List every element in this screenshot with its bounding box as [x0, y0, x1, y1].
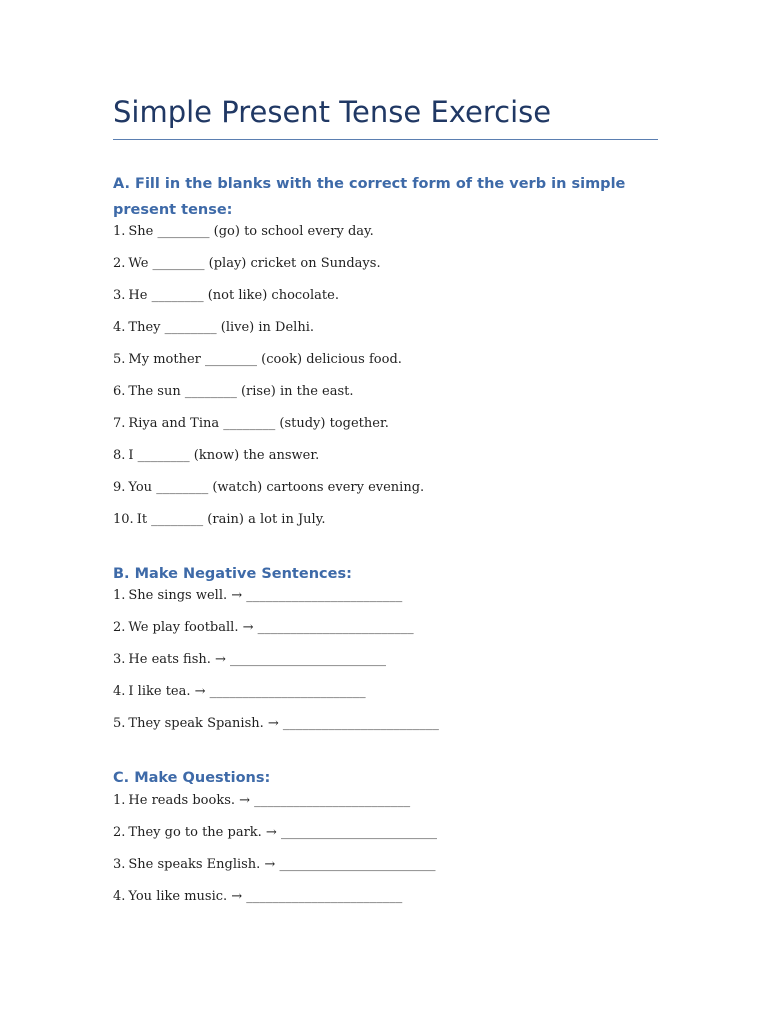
section-b-heading: B. Make Negative Sentences:	[113, 566, 352, 582]
item-number: 1.	[113, 588, 126, 603]
item-text: He reads books. → ________________________	[128, 793, 411, 808]
item-text: He eats fish. → ________________________	[128, 652, 387, 667]
page-title: Simple Present Tense Exercise	[113, 95, 552, 129]
item-text: It ________ (rain) a lot in July.	[136, 512, 326, 527]
item-text: We play football. → ________________________	[128, 620, 414, 635]
item-number: 1.	[113, 224, 126, 239]
item-text: I ________ (know) the answer.	[128, 448, 320, 463]
item-text: They speak Spanish. → ________________________	[128, 716, 439, 731]
item-number: 7.	[113, 416, 126, 431]
item-text: She sings well. → ________________________	[128, 588, 403, 603]
item-text: She speaks English. → ________________________	[128, 857, 436, 872]
section-c-item	[113, 856, 435, 873]
section-a-item	[113, 511, 325, 528]
item-number: 2.	[113, 825, 126, 840]
section-a-item	[113, 223, 374, 240]
item-text: The sun ________ (rise) in the east.	[128, 384, 354, 399]
item-text: He ________ (not like) chocolate.	[128, 288, 339, 303]
item-number: 5.	[113, 352, 126, 367]
section-c-item	[113, 792, 410, 809]
item-number: 6.	[113, 384, 126, 399]
item-text: You like music. → ________________________	[128, 889, 403, 904]
section-c-item	[113, 888, 402, 905]
section-a-item	[113, 447, 319, 464]
item-text: She ________ (go) to school every day.	[128, 224, 374, 239]
item-number: 8.	[113, 448, 126, 463]
section-a-heading: A. Fill in the blanks with the correct form of the verb in simple present tense:	[113, 176, 626, 218]
item-number: 4.	[113, 320, 126, 335]
item-number: 4.	[113, 684, 126, 699]
section-a-item	[113, 415, 389, 432]
item-text: They ________ (live) in Delhi.	[128, 320, 314, 335]
section-a-item	[113, 287, 339, 304]
section-b-item	[113, 715, 439, 732]
section-a-item	[113, 479, 424, 496]
item-text: We ________ (play) cricket on Sundays.	[128, 256, 381, 271]
section-a-item	[113, 319, 314, 336]
item-number: 3.	[113, 652, 126, 667]
section-b-item	[113, 683, 366, 700]
item-number: 4.	[113, 889, 126, 904]
item-text: You ________ (watch) cartoons every evening.	[128, 480, 425, 495]
item-number: 3.	[113, 288, 126, 303]
section-b-item	[113, 651, 386, 668]
section-a-item	[113, 383, 354, 400]
item-number: 2.	[113, 620, 126, 635]
section-a-item	[113, 255, 381, 272]
section-b-item	[113, 619, 414, 636]
item-number: 9.	[113, 480, 126, 495]
section-b-item	[113, 587, 402, 604]
item-number: 3.	[113, 857, 126, 872]
section-c-item	[113, 824, 437, 841]
item-text: They go to the park. → ________________________	[128, 825, 437, 840]
section-c-heading: C. Make Questions:	[113, 770, 271, 786]
title-underline	[113, 139, 658, 140]
item-number: 2.	[113, 256, 126, 271]
item-text: Riya and Tina ________ (study) together.	[128, 416, 389, 431]
item-number: 1.	[113, 793, 126, 808]
item-text: I like tea. → ________________________	[128, 684, 366, 699]
item-text: My mother ________ (cook) delicious food.	[128, 352, 402, 367]
item-number: 5.	[113, 716, 126, 731]
item-number: 10.	[113, 512, 134, 527]
section-a-item	[113, 351, 402, 368]
